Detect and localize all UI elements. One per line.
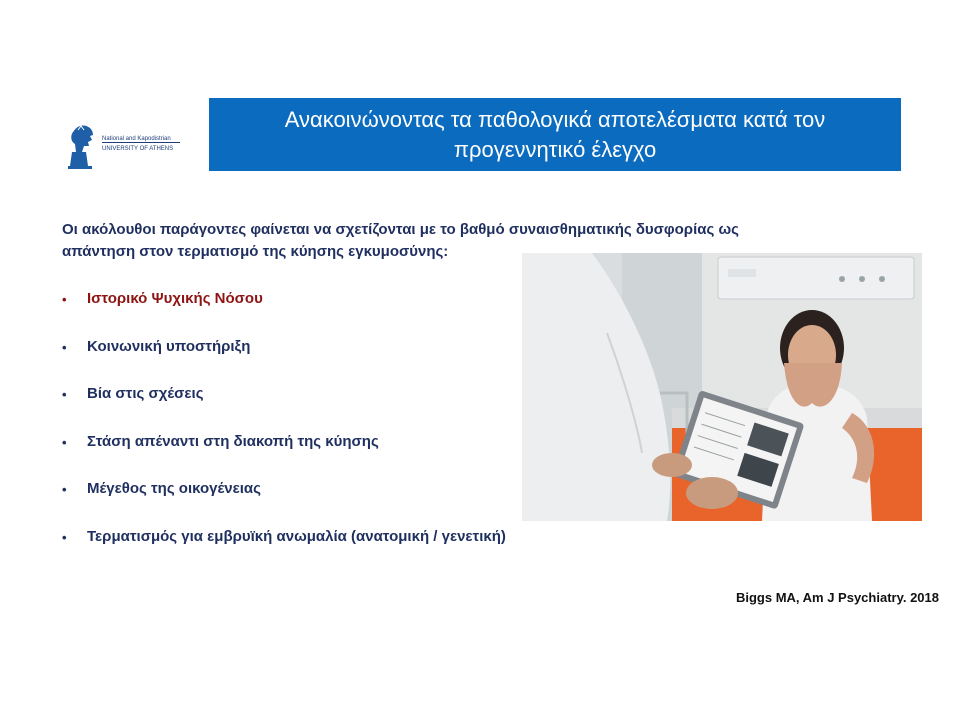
intro-line-2: απάντηση στον τερματισμό της κύησης εγκυμοσύνης: <box>62 243 449 260</box>
bullet-icon: • <box>62 529 67 545</box>
factor-text: Βία στις σχέσεις <box>87 385 204 402</box>
factor-text: Κοινωνική υποστήριξη <box>87 337 251 355</box>
logo-line-1: National and Kapodistrian <box>102 136 171 142</box>
factor-text: Μέγεθος της οικογένειας <box>87 480 261 497</box>
title-line-2: προγεννητικό έλεγχο <box>453 136 657 162</box>
title-line-1: Ανακοινώνοντας τα παθολογικά αποτελέσματα κατά τον <box>284 106 826 132</box>
logo-divider <box>102 142 180 143</box>
factor-text: Ιστορικό Ψυχικής Νόσου <box>87 290 263 307</box>
bullet-icon: • <box>62 482 67 497</box>
citation: Biggs MA, Am J Psychiatry. 2018 <box>735 590 939 605</box>
logo-line-2: UNIVERSITY OF ATHENS <box>102 146 174 152</box>
bullet-icon: • <box>62 434 67 450</box>
athena-emblem-icon <box>66 122 100 170</box>
bullet-icon: • <box>62 387 67 402</box>
bullet-icon: • <box>62 292 67 307</box>
clinic-photo <box>522 253 922 521</box>
slide-title <box>209 98 901 171</box>
factor-text: Στάση απέναντι στη διακοπή της κύησης <box>87 432 379 450</box>
bullet-icon: • <box>62 339 67 355</box>
factor-text: Τερματισμός για εμβρυϊκή ανωμαλία (ανατομική / γενετική) <box>87 527 506 545</box>
intro-line-1: Οι ακόλουθοι παράγοντες φαίνεται να σχετίζονται με το βαθμό συναισθηματικής δυσφορίας ως <box>62 221 739 238</box>
university-logo <box>66 122 184 170</box>
